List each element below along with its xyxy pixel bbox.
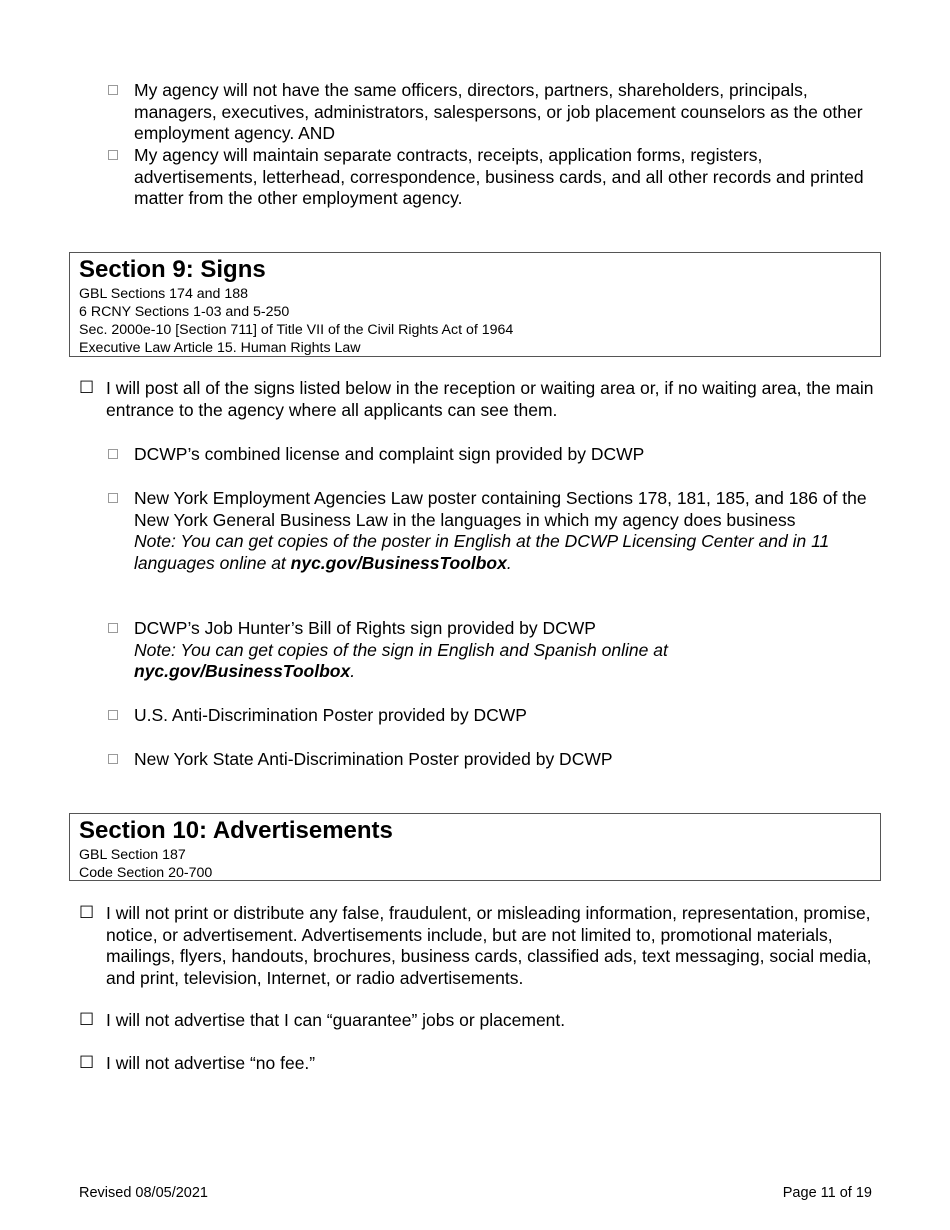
toolbox-link[interactable]: nyc.gov/BusinessToolbox: [290, 552, 507, 573]
section-reference: Sec. 2000e-10 [Section 711] of Title VII of the Civil Rights Act of 1964: [79, 322, 514, 338]
item-text: DCWP’s Job Hunter’s Bill of Rights sign provided by DCWP: [134, 618, 596, 638]
section-title: Section 10: Advertisements: [79, 817, 393, 844]
sign-item: [108, 444, 878, 466]
checkbox[interactable]: [108, 150, 118, 160]
item-text: I will not advertise “no fee.”: [106, 1053, 316, 1073]
item-text: My agency will maintain separate contracts, receipts, application forms, registers, advertisements, letterhead, correspondence, business cards, and all other records and printed matter from the other employment agency.: [134, 145, 864, 208]
item-text: I will not advertise that I can “guarantee” jobs or placement.: [106, 1010, 566, 1030]
list-item: [79, 1053, 879, 1075]
section-reference: Code Section 20-700: [79, 865, 213, 881]
section-reference: GBL Section 187: [79, 847, 186, 863]
section-reference: GBL Sections 174 and 188: [79, 286, 249, 302]
sign-item: [108, 618, 878, 683]
list-item: [79, 1010, 879, 1032]
sign-item: [108, 488, 878, 574]
item-text: U.S. Anti-Discrimination Poster provided by DCWP: [134, 705, 527, 725]
sign-item: [108, 749, 878, 771]
item-text: New York State Anti-Discrimination Poster provided by DCWP: [134, 749, 613, 769]
section-10-header: [69, 813, 881, 881]
item-text: My agency will not have the same officers, directors, partners, shareholders, principals, managers, executives, administrators, salespersons, or job placement counselors as the other employment agency. AND: [134, 80, 863, 143]
list-item: [79, 378, 879, 421]
item-text: New York Employment Agencies Law poster containing Sections 178, 181, 185, and 186 of the New York General Business Law in the languages in which my agency does business: [134, 488, 867, 530]
list-item: [108, 145, 878, 210]
section-reference: Executive Law Article 15. Human Rights Law: [79, 340, 361, 356]
list-item: [108, 80, 878, 145]
checkbox[interactable]: [108, 754, 118, 764]
item-note: Note: You can get copies of the poster in English at the DCWP Licensing Center and in 11 languages online at nyc.gov/BusinessToolbox.: [134, 531, 830, 573]
item-text: I will post all of the signs listed below in the reception or waiting area or, if no waiting area, the main entrance to the agency where all applicants can see them.: [106, 378, 874, 420]
item-text: DCWP’s combined license and complaint sign provided by DCWP: [134, 444, 645, 464]
checkbox[interactable]: ☐: [79, 378, 95, 398]
item-text: I will not print or distribute any false, fraudulent, or misleading information, representation, promise, notice, or advertisement. Advertisements include, but are not limited to, promotional materials, mailings, flyers, handouts, brochures, business cards, classified ads, text messaging, social media, and print, television, Internet, or radio advertisements.: [106, 903, 872, 988]
list-item: [79, 903, 879, 989]
section-reference: 6 RCNY Sections 1-03 and 5-250: [79, 304, 290, 320]
section-9-header: [69, 252, 881, 357]
item-note: Note: You can get copies of the sign in English and Spanish online at nyc.gov/BusinessToolbox.: [134, 639, 668, 681]
footer-page-number: Page 11 of 19: [782, 1185, 872, 1201]
toolbox-link[interactable]: nyc.gov/BusinessToolbox: [134, 661, 351, 681]
checkbox[interactable]: [108, 710, 118, 720]
checkbox[interactable]: [108, 623, 118, 633]
checkbox[interactable]: [108, 85, 118, 95]
checkbox[interactable]: ☐: [79, 1010, 95, 1030]
checkbox[interactable]: ☐: [79, 1053, 95, 1073]
checkbox[interactable]: [108, 493, 118, 503]
checkbox[interactable]: [108, 449, 118, 459]
section-title: Section 9: Signs: [79, 256, 266, 283]
footer-revised: Revised 08/05/2021: [79, 1185, 208, 1201]
sign-item: [108, 705, 878, 727]
checkbox[interactable]: ☐: [79, 903, 95, 923]
